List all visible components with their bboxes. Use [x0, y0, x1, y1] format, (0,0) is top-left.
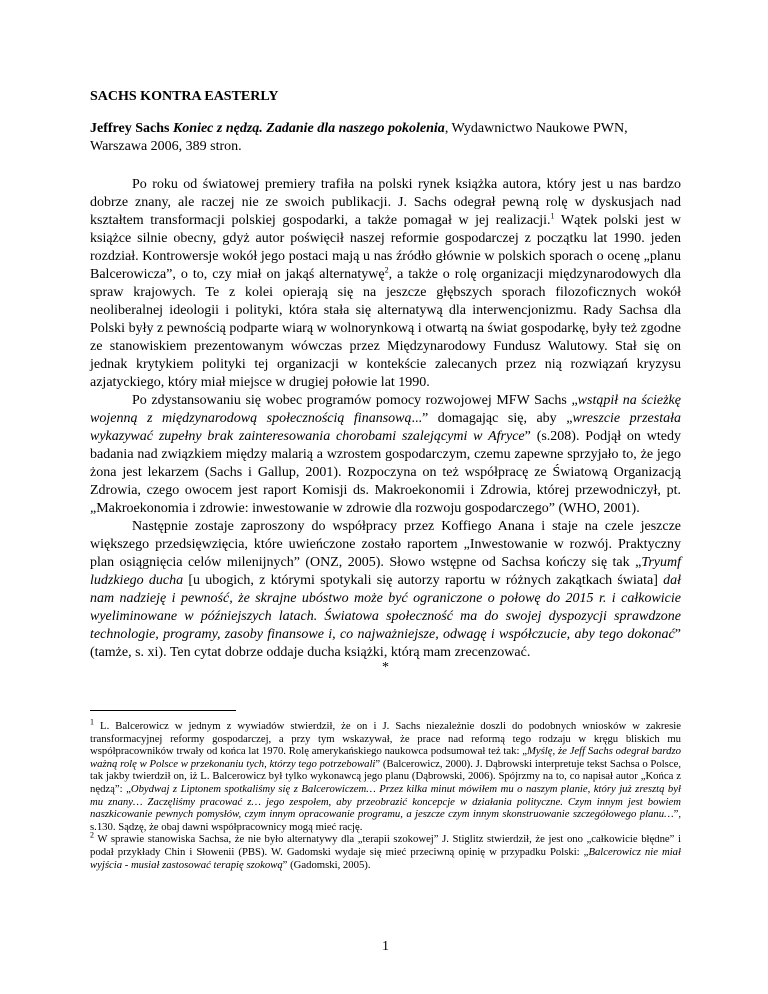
paragraph-2: Po zdystansowaniu się wobec programów pomocy rozwojowej MFW Sachs „wstąpił na ścieżkę wojenną z międzynarodową społecznością finansową...” domagając się, aby „wreszcie przestała wykazywać zupełny brak zainteresowania chorobami szalejącymi w Afryce” (s.208). Podjął on wtedy badania nad związkiem między malarią a wzrostem gospodarczym, czemu zapewne sprzyjało to, że jego żona jest lekarzem (Sachs i Gallup, 2001). Rozpoczyna on też współpracę ze Światową Organizacją Zdrowia, czego owocem jest raport Komisji ds. Makroekonomii i Zdrowia, której przewodniczył, pt. „Makroekonomia i zdrowie: inwestowanie w zdrowie dla rozwoju gospodarczego” (WHO, 2001). [90, 393, 681, 516]
paragraph-1: Po roku od światowej premiery trafiła na polski rynek książka autora, który jest u nas bardzo dobrze znany, ale raczej nie ze swoich publikacji. J. Sachs odegrał pewną rolę w dyskusjach nad kształtem transformacji polskiej gospodarki, a także pomagał w jej realizacji.$^1$ Wątek polski jest w książce silnie obecny, gdyż autor poświęcił naszej reformie gospodarczej z początku lat 1990. jeden rozdział. Kontrowersje wokół jego postaci mają u nas źródło głównie w polskich sporach o ocenę „planu Balcerowicza”, o to, czy miał on jakąś alternatywę$^2$, a także o rolę organizacji międzynarodowych dla spraw krajowych. Te z kolei opierają się na jeszcze głębszych sporach filozoficznych wokół neoliberalnej ideologii i polityki, która stała się alternatywą dla interwencjonizmu. Rady Sachsa dla Polski były z pewnością podparte wiarą w wolnorynkową i otwartą na świat gospodarkę, były też zgodne ze stanowiskiem prezentowanym wówczas przez Międzynarodowy Fundusz Walutowy. Stał się on jednak krytykiem polityki tej organizacji w kontekście zalecanych przez nią rozwiązań kryzysu azjatyckiego, który miał miejsce w drugiej połowie lat 1990. [90, 177, 681, 390]
footnote-number: 1 [90, 717, 94, 727]
footnote-2: $^2$ W sprawie stanowiska Sachsa, że nie było alternatywy dla „terapii szokowej” J. Stiglitz stwierdził, że jest ono „całkowicie błędne” i podał przykłady Chin i Słowenii (PBS). W. Gadomski wydaje się mieć przeciwną opinię w przypadku Polski: „Balcerowicz nie miał wyjścia - musiał zastosować terapię szokową” (Gadomski, 2005). [90, 830, 681, 871]
section-separator: * [382, 660, 389, 675]
page-number: 1 [382, 939, 389, 954]
footnote-number: 2 [90, 830, 94, 840]
review-title: SACHS KONTRA EASTERLY [90, 89, 279, 104]
quote-italic: Tryumf ludzkiego ducha [90, 555, 681, 588]
bibliographic-reference [90, 120, 681, 156]
footnote-rule [90, 710, 236, 711]
footnotes [90, 717, 681, 871]
review-body [90, 176, 681, 662]
quote-italic: wreszcie przestała wykazywać zupełny brak zainteresowania chorobami szalejącymi w Afryce [90, 411, 681, 444]
quote-italic: wstąpił na ścieżkę wojenną z międzynarodową społecznością finansową [90, 393, 681, 426]
footnote-1: $^1$ L. Balcerowicz w jednym z wywiadów stwierdził, że on i J. Sachs niezależnie doszli do podobnych wniosków w zakresie transformacyjnej reformy gospodarczej, a przy tym wskazywał, że prace nad reformą tego rodzaju w kręgu bliskich mu współpracowników trwały od końca lat 1970. Rolę amerykańskiego naukowca podsumował też tak: „Myślę, że Jeff Sachs odegrał bardzo ważną rolę w Polsce w przekonaniu tych, którzy tego potrzebowali” (Balcerowicz, 2000). J. Dąbrowski interpretuje tekst Sachsa o Polsce, tak jakby twierdził on, iż L. Balcerowicz był tylko wykonawcą jego planu (Dąbrowski, 2006). Spójrzmy na to, co napisał autor „Końca z nędzą”: „Obydwaj z Liptonem spotkaliśmy się z Balcerowiczem… Przez kilka minut mówiłem mu o naszym planie, który już zresztą był mu znany… Zaczęliśmy pracować z… jego zespołem, aby przeobrazić koncepcje w działania polityczne. Czym innym jest bowiem naszkicowanie pewnych pomysłów, czym innym opracowanie programu, a jeszcze czym innym skonstruowanie szczegółowego planu…”, s.130. Sądzę, że obaj dawni współpracownicy mogą mieć rację. [90, 717, 681, 833]
book-title: Koniec z nędzą. Zadanie dla naszego pokolenia [172, 121, 445, 136]
footnote-ref-1[interactable]: 1 [550, 211, 555, 221]
quote-italic: dał nam nadzieję i pewność, że skrajne ubóstwo może być ograniczone o połowę do 2015 r. i całkowicie wyeliminowane w późniejszych latach. Światowa społeczność ma do swojej dyspozycji sprawdzone technologie, programy, zasoby finansowe i, co najważniejsze, odwagę i współczucie, aby tego dokonać [90, 573, 681, 642]
paragraph-3: Następnie zostaje zaproszony do współpracy przez Koffiego Anana i staje na czele jeszcze większego przedsięwzięcia, które uwieńczone zostało raportem „Inwestowanie w rozwój. Praktyczny plan osiągnięcia celów milenijnych” (ONZ, 2005). Słowo wstępne od Sachsa kończy się tak „Tryumf ludzkiego ducha [u ubogich, z którymi spotykali się autorzy raportu w różnych zakątkach świata] dał nam nadzieję i pewność, że skrajne ubóstwo może być ograniczone o połowę do 2015 r. i całkowicie wyeliminowane w późniejszych latach. Światowa społeczność ma do swojej dyspozycji sprawdzone technologie, programy, zasoby finansowe i, co najważniejsze, odwagę i współczucie, aby tego dokonać” (tamże, s. xi). Ten cytat dobrze oddaje ducha książki, którą mam zrecenzować. [90, 519, 681, 660]
book-author: Jeffrey Sachs [90, 121, 170, 136]
publisher-info: , Wydawnictwo Naukowe PWN, Warszawa 2006, 389 stron. [90, 121, 628, 154]
footnote-ref-2[interactable]: 2 [384, 265, 389, 275]
